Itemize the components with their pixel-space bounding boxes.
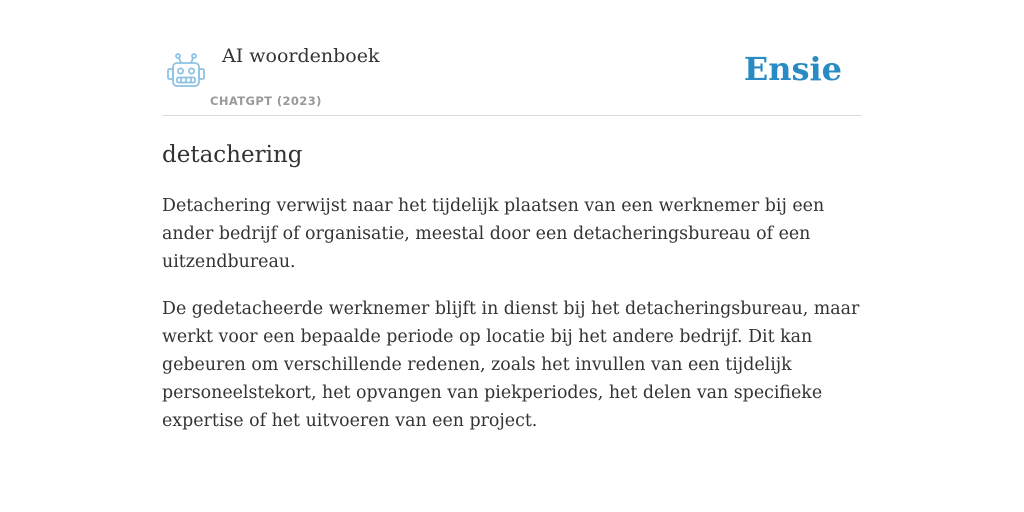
page-header bbox=[162, 0, 862, 116]
dictionary-source: CHATGPT (2023) bbox=[210, 94, 322, 108]
dictionary-title[interactable]: AI woordenboek bbox=[222, 45, 380, 67]
page-container bbox=[162, 0, 862, 435]
entry-term: detachering bbox=[162, 142, 303, 168]
ensie-logo[interactable]: Ensie bbox=[743, 50, 842, 88]
definition-paragraph: De gedetacheerde werknemer blijft in dienst bij het detacheringsbureau, maar werkt voor een bepaalde periode op locatie bij het andere bedrijf. Dit kan gebeuren om verschillende redenen, zoals het invullen van een tijdelijk personeelstekort, het opvangen van piekperiodes, het delen van specifieke expertise of het uitvoeren van een project. bbox=[162, 299, 860, 431]
entry-definition bbox=[162, 192, 862, 435]
robot-icon bbox=[166, 52, 206, 90]
definition-paragraph: Detachering verwijst naar het tijdelijk plaatsen van een werknemer bij een ander bedrijf of organisatie, meestal door een detacheringsbureau of een uitzendbureau. bbox=[162, 196, 825, 272]
